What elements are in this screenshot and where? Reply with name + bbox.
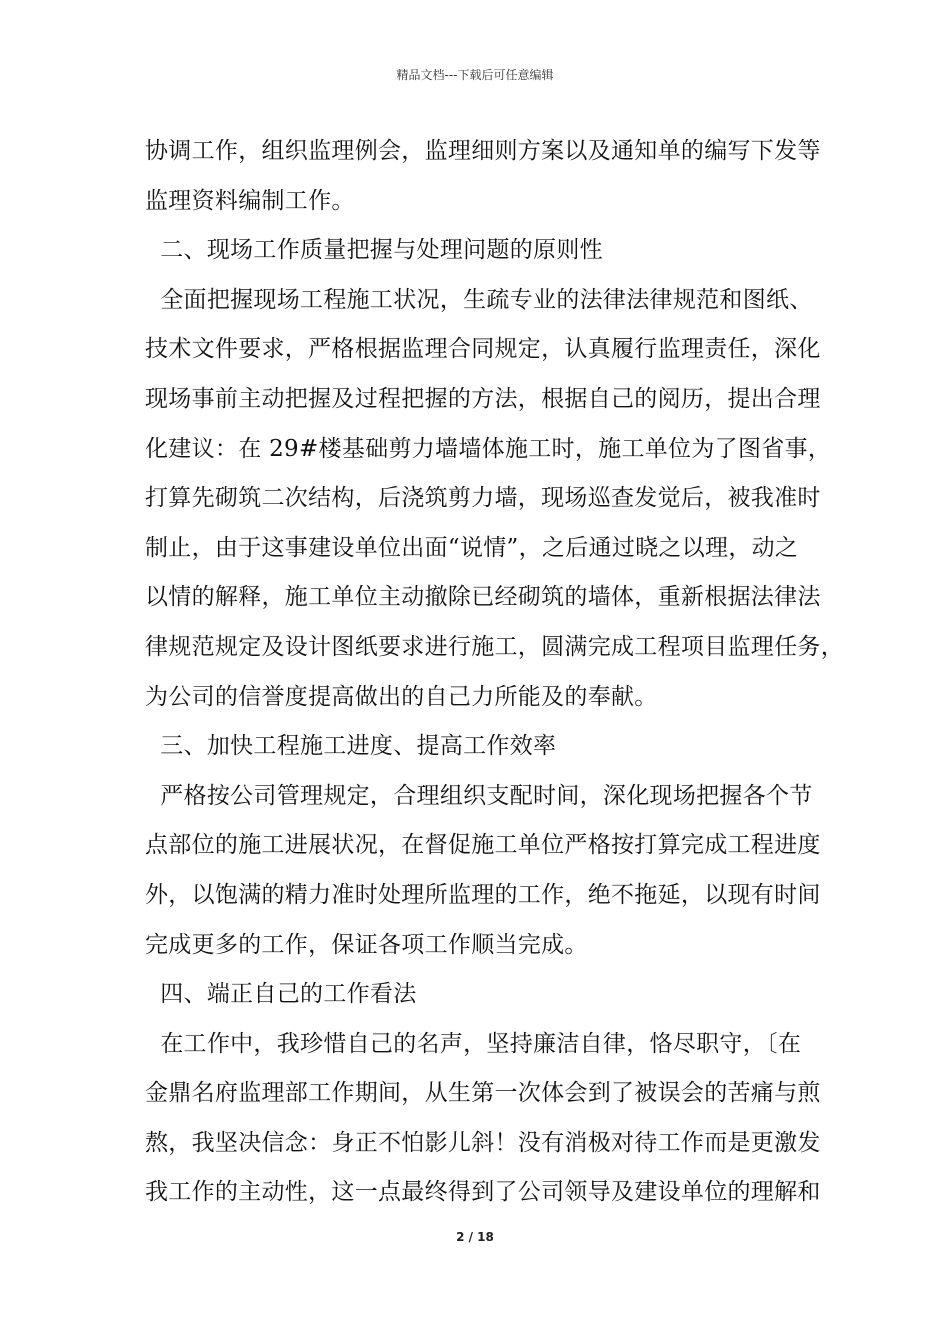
page-header: 精品文档---下载后可任意编辑 <box>396 68 554 82</box>
text-line: 点部位的施工进展状况，在督促施工单位严格按打算完成工程进度 <box>145 832 821 859</box>
text-line: 化建议：在 29#楼基础剪力墙墙体施工时，施工单位为了图省事， <box>145 435 832 462</box>
section-heading: 二、现场工作质量把握与处理问题的原则性 <box>145 237 603 264</box>
text-line: 为公司的信誉度提高做出的自己力所能及的奉献。 <box>145 683 658 710</box>
text-line: 金鼎名府监理部工作期间，从生第一次体会到了被误会的苦痛与煎 <box>145 1080 821 1107</box>
text-line: 制止，由于这事建设单位出面“说情”，之后通过晓之以理，动之 <box>145 534 799 561</box>
text-line: 我工作的主动性，这一点最终得到了公司领导及建设单位的理解和 <box>145 1179 821 1206</box>
text-line: 全面把握现场工程施工状况，生疏专业的法律法律规范和图纸、 <box>145 286 813 313</box>
text-line: 完成更多的工作，保证各项工作顺当完成。 <box>145 931 588 958</box>
text-line: 协调工作，组织监理例会，监理细则方案以及通知单的编写下发等 <box>145 138 821 164</box>
section-heading: 三、加快工程施工进度、提高工作效率 <box>145 733 557 760</box>
text-line: 以情的解释，施工单位主动撤除已经砌筑的墙体，重新根据法律法 <box>145 584 821 611</box>
text-line: 严格按公司管理规定，合理组织支配时间，深化现场把握各个节 <box>145 782 813 809</box>
text-line: 外，以饱满的精力准时处理所监理的工作，绝不拖延，以现有时间 <box>145 881 821 908</box>
page-number: 2 / 18 <box>456 1230 494 1244</box>
text-line: 打算先砌筑二次结构，后浇筑剪力墙，现场巡查发觉后，被我准时 <box>145 485 821 512</box>
text-line: 律规范规定及设计图纸要求进行施工，圆满完成工程项目监理任务， <box>145 633 844 660</box>
document-body <box>145 127 844 1218</box>
text-line: 监理资料编制工作。 <box>145 187 355 214</box>
text-line: 现场事前主动把握及过程把握的方法，根据自己的阅历，提出合理 <box>145 385 821 412</box>
text-line: 熬，我坚决信念：身正不怕影儿斜！没有消极对待工作而是更激发 <box>145 1129 821 1156</box>
text-line: 技术文件要求，严格根据监理合同规定，认真履行监理责任，深化 <box>145 336 821 363</box>
section-heading: 四、端正自己的工作看法 <box>145 981 417 1008</box>
text-line: 在工作中，我珍惜自己的名声，坚持廉洁自律，恪尽职守，〔在 <box>145 1030 802 1057</box>
